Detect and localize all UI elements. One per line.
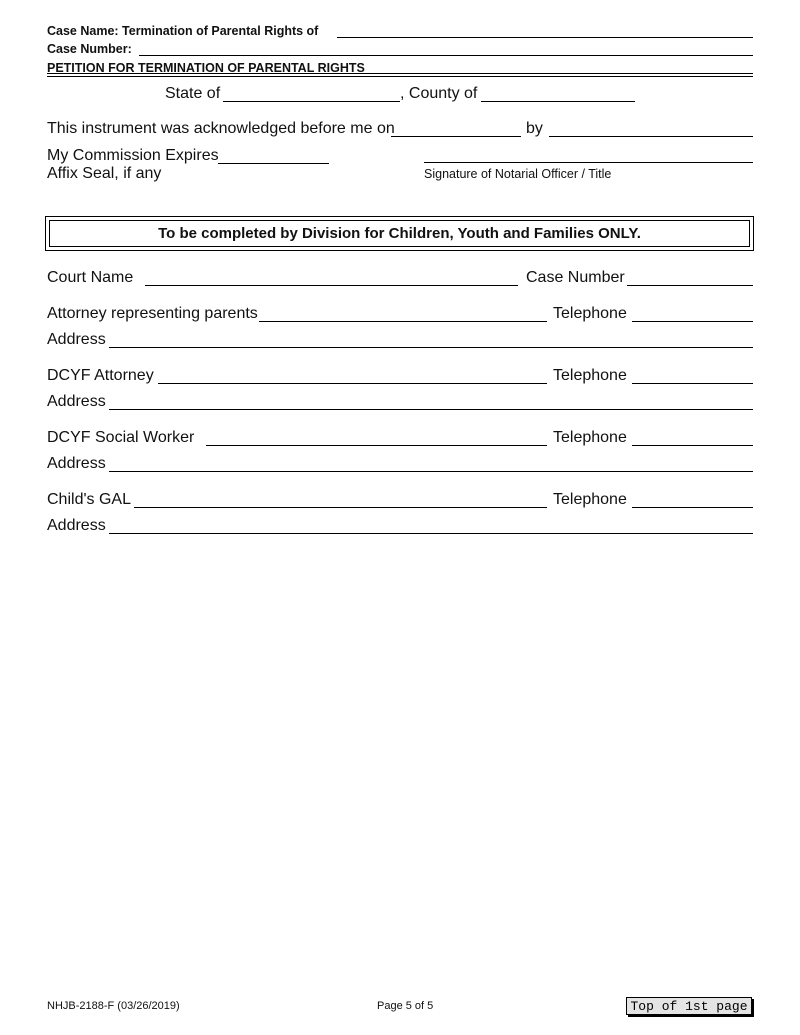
by-label: by — [526, 120, 543, 137]
signature-caption: Signature of Notarial Officer / Title — [424, 167, 612, 181]
county-label: , County of — [400, 85, 478, 102]
dcyf-attorney-address-field[interactable] — [110, 393, 752, 409]
dcyf-attorney-telephone-field[interactable] — [633, 367, 752, 383]
commission-expires-label: My Commission Expires — [47, 147, 219, 164]
childs-gal-address-field[interactable] — [110, 517, 752, 533]
top-of-first-page-button[interactable]: Top of 1st page — [626, 997, 752, 1015]
dcyf-section-box — [45, 216, 754, 251]
signature-line — [424, 162, 753, 163]
attorney-parents-label: Attorney representing parents — [47, 305, 258, 322]
case-name-label: Case Name: Termination of Parental Rights of — [47, 24, 319, 38]
attorney-parents-telephone-label: Telephone — [553, 305, 627, 322]
childs-gal-telephone-field[interactable] — [633, 491, 752, 507]
state-field[interactable] — [224, 85, 399, 101]
dcyf-attorney-address-label: Address — [47, 393, 106, 410]
social-worker-telephone-field[interactable] — [633, 429, 752, 445]
case-number-line — [627, 285, 753, 286]
childs-gal-telephone-label: Telephone — [553, 491, 627, 508]
attorney-parents-address-label: Address — [47, 331, 106, 348]
social-worker-line — [206, 445, 547, 446]
acknowledged-label: This instrument was acknowledged before me on — [47, 120, 395, 137]
attorney-parents-telephone-line — [632, 321, 753, 322]
case-number-header-line — [139, 55, 753, 56]
social-worker-address-field[interactable] — [110, 455, 752, 471]
dcyf-attorney-address-line — [109, 409, 753, 410]
childs-gal-field[interactable] — [135, 491, 546, 507]
dcyf-section-title: To be completed by Division for Children, Youth and Families ONLY. — [49, 220, 750, 247]
attorney-parents-field[interactable] — [260, 305, 546, 321]
attorney-parents-address-field[interactable] — [110, 331, 752, 347]
county-field[interactable] — [482, 85, 634, 101]
affix-seal-label: Affix Seal, if any — [47, 165, 162, 182]
header-divider-2 — [47, 76, 753, 77]
petition-title: PETITION FOR TERMINATION OF PARENTAL RIGHTS — [47, 61, 365, 75]
childs-gal-address-line — [109, 533, 753, 534]
childs-gal-telephone-line — [632, 507, 753, 508]
commission-expires-field[interactable] — [219, 147, 328, 163]
court-name-line — [145, 285, 518, 286]
acknowledged-date-line — [391, 136, 521, 137]
dcyf-attorney-label: DCYF Attorney — [47, 367, 154, 384]
commission-expires-line — [218, 163, 329, 164]
social-worker-telephone-label: Telephone — [553, 429, 627, 446]
childs-gal-address-label: Address — [47, 517, 106, 534]
acknowledged-date-field[interactable] — [392, 120, 520, 136]
state-line — [223, 101, 400, 102]
case-number-header-label: Case Number: — [47, 42, 132, 56]
case-number-header-field[interactable] — [140, 39, 752, 55]
social-worker-label: DCYF Social Worker — [47, 429, 195, 446]
dcyf-attorney-telephone-line — [632, 383, 753, 384]
attorney-parents-telephone-field[interactable] — [633, 305, 752, 321]
by-line — [549, 136, 753, 137]
childs-gal-label: Child's GAL — [47, 491, 131, 508]
social-worker-address-label: Address — [47, 455, 106, 472]
page-number: Page 5 of 5 — [377, 1000, 434, 1012]
attorney-parents-line — [259, 321, 547, 322]
case-name-line — [337, 37, 753, 38]
dcyf-attorney-line — [158, 383, 547, 384]
childs-gal-line — [134, 507, 547, 508]
case-number-field[interactable] — [628, 269, 752, 285]
by-field[interactable] — [550, 120, 752, 136]
state-label: State of — [165, 85, 221, 102]
dcyf-attorney-telephone-label: Telephone — [553, 367, 627, 384]
header-divider-1 — [47, 73, 753, 74]
case-number-label: Case Number — [526, 269, 625, 286]
court-name-label: Court Name — [47, 269, 134, 286]
county-line — [481, 101, 635, 102]
social-worker-address-line — [109, 471, 753, 472]
social-worker-field[interactable] — [207, 429, 546, 445]
case-name-field[interactable] — [338, 21, 752, 37]
form-id: NHJB-2188-F (03/26/2019) — [47, 1000, 180, 1012]
court-name-field[interactable] — [146, 269, 517, 285]
dcyf-attorney-field[interactable] — [159, 367, 546, 383]
social-worker-telephone-line — [632, 445, 753, 446]
attorney-parents-address-line — [109, 347, 753, 348]
